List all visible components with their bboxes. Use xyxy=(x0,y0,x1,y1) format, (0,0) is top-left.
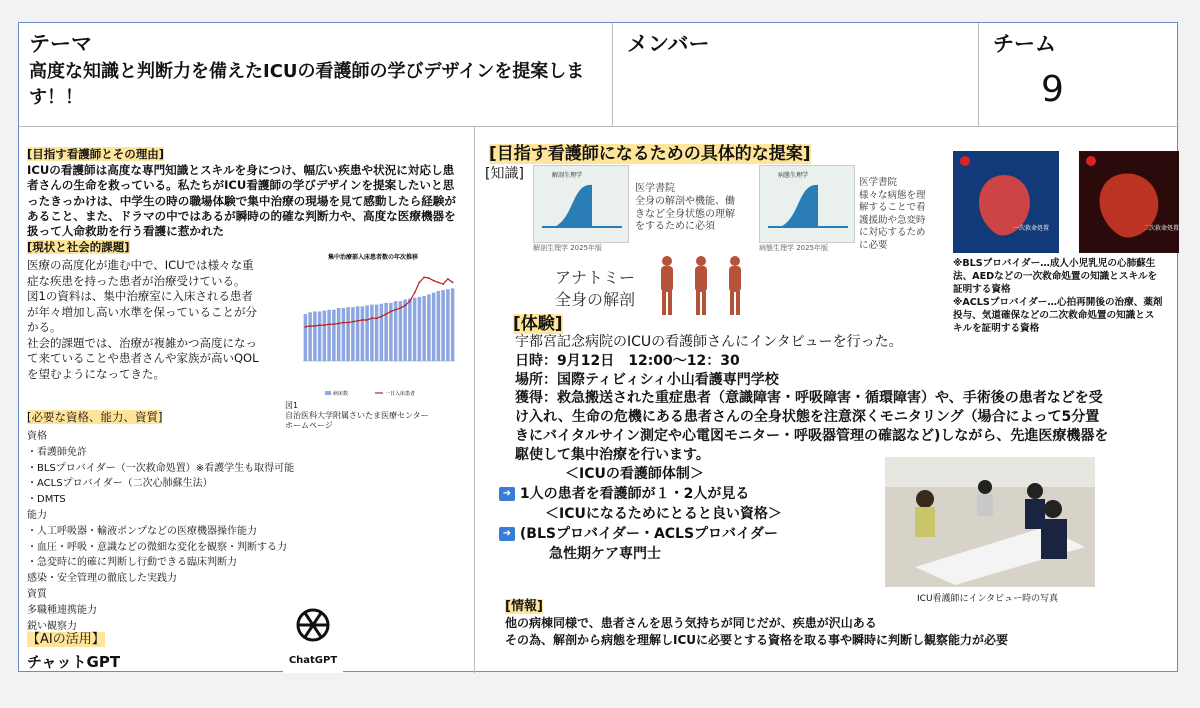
book2-caption: 病態生理学 2025年版 xyxy=(759,244,829,252)
list-item: ・看護師免許 xyxy=(27,446,87,458)
caption-line: 自治医科大学附属さいたま医療センター xyxy=(285,411,429,420)
system-line: 1人の患者を看護師が１・2人が見る xyxy=(519,486,750,502)
arrow-icon: ➜ xyxy=(499,527,515,541)
list-item: ・BLSプロバイダー（一次救命処置）※看護学生も取得可能 xyxy=(27,462,295,474)
section2-text xyxy=(27,258,289,382)
desc-line: きなど全身状態の理解 xyxy=(635,208,735,220)
chart-bar xyxy=(365,305,369,361)
experience-line: 場所：国際ティビィシィ小山看護専門学校 xyxy=(515,371,779,388)
list-item: 感染・安全管理の徹底した実践力 xyxy=(27,573,177,585)
chart-bar xyxy=(304,314,308,361)
chart-bar xyxy=(408,299,412,361)
book2-desc xyxy=(859,177,926,253)
chatgpt-logo xyxy=(283,599,343,673)
chart-bar xyxy=(356,306,360,361)
chart-point xyxy=(366,319,368,321)
chart-point xyxy=(357,320,359,322)
interview-photo-art xyxy=(885,457,1095,587)
qual-line1: (BLSプロバイダー・ACLSプロバイダー xyxy=(519,526,779,542)
list-item: 資質 xyxy=(27,588,47,600)
chart-point xyxy=(404,305,406,307)
chart-point xyxy=(399,307,401,309)
cert-note-line: ※ACLSプロバイダー…心拍再開後の治療、薬剤 xyxy=(953,297,1163,308)
experience-line: け入れ、生命の危機にある患者さんの全身状態を注意深くモニタリング（場合によって5分置 xyxy=(515,409,1100,426)
cert-note-line: 投与、気道確保などの二次救命処置の知識とス xyxy=(953,310,1155,321)
chart-bar xyxy=(323,311,327,361)
theme-label: テーマ xyxy=(29,32,92,56)
section2-line: が年々増加し高い水準を保っていることが分 xyxy=(27,304,257,319)
theme-text: 高度な知識と判断力を備えたICUの看護師の学びデザインを提案します！！ xyxy=(29,61,585,108)
chart-bar xyxy=(370,305,374,361)
experience-line: きにバイタルサイン測定や心電図モニター・呼吸器管理の確認など)しながら、先進医療機器を xyxy=(515,427,1109,444)
team-number: 9 xyxy=(1041,69,1064,110)
legend-label-line: 一日入床患者 xyxy=(385,391,416,397)
chatgpt-icon xyxy=(283,599,343,651)
chart-bar xyxy=(351,307,355,361)
section2-line: 図1の資料は、集中治療室に入床される患者 xyxy=(27,289,253,303)
acls-cover-art xyxy=(1079,151,1179,253)
chart-point xyxy=(333,323,335,325)
book1-title: 解剖生理学 xyxy=(552,172,583,179)
chart-bar xyxy=(361,306,365,361)
chart-bar xyxy=(313,311,317,361)
section4-text: チャットGPT xyxy=(27,653,121,671)
cert-note-line: 法、AEDなどの一次救命処置の知識とスキルを xyxy=(953,271,1158,282)
poster xyxy=(18,22,1178,672)
chart-bar xyxy=(432,293,436,361)
desc-line: 医学書院 xyxy=(859,177,898,188)
chart-point xyxy=(390,311,392,313)
chart-svg xyxy=(283,249,463,399)
figure-caption xyxy=(285,401,465,431)
info-text xyxy=(505,615,1179,649)
info-title: [情報] xyxy=(505,599,543,614)
chart-bar xyxy=(375,305,379,361)
members-label: メンバー xyxy=(627,32,710,56)
desc-line: 全身の解剖や機能、働 xyxy=(635,195,735,207)
desc-line: 護援助や急変時 xyxy=(859,214,926,226)
section1-title: [目指す看護師とその理由] xyxy=(27,147,165,161)
section3-list xyxy=(27,429,447,634)
system-row xyxy=(499,485,749,504)
chart-bar xyxy=(337,308,341,361)
section2-line: かる。 xyxy=(27,320,62,334)
cert-note-line: 証明する資格 xyxy=(953,284,1011,295)
section4-title: 【AIの活用】 xyxy=(27,632,105,647)
book-anatomy xyxy=(533,165,629,243)
chart-point xyxy=(328,323,330,325)
desc-line: 解することで看 xyxy=(859,202,926,214)
experience-line: 駆使して集中治療を行います。 xyxy=(515,446,710,463)
chart-bar xyxy=(380,304,384,361)
chart-bar xyxy=(413,298,417,361)
book-pathophysiology xyxy=(759,165,855,243)
proposal-title: [目指す看護師になるための具体的な提案] xyxy=(489,144,811,164)
book2-cover-art xyxy=(760,179,856,229)
desc-line: をするために必須 xyxy=(635,221,715,233)
bls-book-title: 一次救命処置 xyxy=(1013,225,1050,232)
members-cell xyxy=(613,23,979,127)
qual-title: ＜ICUになるためにとると良い資格＞ xyxy=(545,506,782,522)
acls-book-cover xyxy=(1079,151,1179,253)
experience-title: [体験] xyxy=(513,314,563,334)
info-line: その為、解剖から病態を理解しICUに必要とする資格を取る事や瞬時に判断し観察能力が必要 xyxy=(505,633,1009,647)
section2-title: [現状と社会的課題] xyxy=(27,240,130,254)
chart-point xyxy=(418,281,420,283)
section2-line: を望むようになってきた。 xyxy=(27,366,165,381)
chart-bar xyxy=(418,297,422,361)
system-title: ＜ICUの看護師体制＞ xyxy=(565,466,704,482)
book1-cover-art xyxy=(534,179,630,229)
chart-point xyxy=(428,277,430,279)
list-item: 能力 xyxy=(27,509,47,521)
anatomy-line: アナトミー xyxy=(555,268,636,287)
list-item: 鋭い観察力 xyxy=(27,620,77,632)
list-item: ・ACLSプロバイダー（二次心肺蘇生法） xyxy=(27,478,213,490)
experience-text xyxy=(515,333,1179,465)
interview-photo xyxy=(885,457,1095,587)
desc-line: に対応するため xyxy=(859,227,926,239)
chart-bar xyxy=(451,288,455,361)
acls-book-title: 二次救命処置 xyxy=(1143,225,1179,232)
list-item: 多職種連携能力 xyxy=(27,604,97,616)
chart-point xyxy=(423,276,425,278)
caption-line: ホームページ xyxy=(285,421,333,430)
chart-bar xyxy=(422,296,426,361)
chart-bar xyxy=(427,294,431,361)
chart-point xyxy=(376,317,378,319)
chatgpt-label: ChatGPT xyxy=(288,655,338,666)
patient-trend-chart xyxy=(283,249,463,399)
section2-line: 医療の高度化が進む中で、ICUでは様々な重 xyxy=(27,258,254,272)
chart-point xyxy=(314,325,316,327)
chart-bar xyxy=(441,290,445,361)
team-label: チーム xyxy=(993,32,1056,56)
chart-bar xyxy=(308,312,312,361)
chart-point xyxy=(347,322,349,324)
book2-title: 病態生理学 xyxy=(778,172,809,179)
anatomy-line: 全身の解剖 xyxy=(555,290,636,309)
chart-bar xyxy=(437,291,441,361)
desc-line: 医学書院 xyxy=(635,183,675,194)
anatomy-figures-image xyxy=(653,253,749,317)
chart-bar xyxy=(384,303,388,361)
chart-point xyxy=(385,313,387,315)
chart-point xyxy=(352,321,354,323)
chart-point xyxy=(304,326,306,328)
knowledge-label: [知識] xyxy=(485,166,524,182)
chart-point xyxy=(414,292,416,294)
cert-note-line: ※BLSプロバイダー…成人小児乳児の心肺蘇生 xyxy=(953,258,1156,269)
chart-point xyxy=(309,325,311,327)
list-item: 資格 xyxy=(27,431,47,442)
info-line: 他の病棟同様で、患者さんを思う気持ちが同じだが、疾患が沢山ある xyxy=(505,616,877,630)
chart-point xyxy=(433,280,435,282)
list-item: ・血圧・呼吸・意識などの微細な変化を観察・判断する力 xyxy=(27,541,287,553)
chart-title: 集中治療部入床患者数の年次推移 xyxy=(327,254,419,261)
chart-point xyxy=(452,281,454,283)
experience-line: 獲得：救急搬送された重症患者（意識障害・呼吸障害・循環障害）や、手術後の患者などを受 xyxy=(515,390,1103,407)
experience-line: 宇都宮記念病院のICUの看護師さんにインタビューを行った。 xyxy=(515,334,903,350)
chart-point xyxy=(338,323,340,325)
anatomy-figures xyxy=(653,253,749,317)
chart-legend xyxy=(325,390,415,397)
qual-line2: 急性期ケア専門士 xyxy=(549,546,661,562)
bls-book-cover xyxy=(953,151,1059,253)
chart-bar xyxy=(446,289,450,361)
chart-point xyxy=(342,322,344,324)
section3-title: [必要な資格、能力、資質] xyxy=(27,410,163,424)
chart-point xyxy=(395,309,397,311)
book1-caption: 解剖生理学 2025年版 xyxy=(533,244,603,252)
chart-bar xyxy=(318,311,322,361)
chart-point xyxy=(447,278,449,280)
chart-bar xyxy=(346,307,350,361)
chart-point xyxy=(437,281,439,283)
header-row xyxy=(19,23,1179,127)
section2-line: て来ていることや患者さんや家族が高いQOL xyxy=(27,351,259,365)
chart-point xyxy=(371,317,373,319)
list-item: ・急変時に的確に判断し行動できる臨床判断力 xyxy=(27,557,237,569)
cert-notes xyxy=(953,257,1179,335)
list-item: ・DMTS xyxy=(27,494,66,506)
desc-line: に必要 xyxy=(859,239,888,251)
right-column xyxy=(475,127,1179,673)
team-cell xyxy=(979,23,1179,127)
chart-bar xyxy=(332,310,336,361)
theme-cell xyxy=(19,23,613,127)
chart-bar xyxy=(327,310,331,361)
arrow-icon: ➜ xyxy=(499,487,515,501)
qual-row xyxy=(499,525,778,544)
chart-point xyxy=(442,283,444,285)
legend-swatch-bars xyxy=(325,391,331,395)
photo-caption: ICU看護師にインタビュー時の写真 xyxy=(917,594,1059,604)
anatomy-label xyxy=(555,267,635,311)
chart-bar xyxy=(342,308,346,361)
left-column xyxy=(19,127,475,673)
cert-note-line: キルを証明する資格 xyxy=(953,323,1040,334)
chart-point xyxy=(409,300,411,302)
section2-line: 症な疾患を持った患者が治療受けている。 xyxy=(27,273,246,288)
book1-desc xyxy=(635,183,735,234)
experience-line: 日時：9月12日 12:00〜12：30 xyxy=(515,352,740,369)
chart-point xyxy=(361,319,363,321)
section1-text: ICUの看護師は高度な専門知識とスキルを身につけ、幅広い疾患や状況に対応し患者さんの生命を救っている。私たちがICU看護師の学びデザインを提案したいと思ったきっかけは、中学生の時の職場体験で集中治療の現場を見て感動したら経験があること、また、ドラマの中ではあるが瞬時の的確な判断力や、高度な医療機器を扱って人命救助を行う看護に惹かれた xyxy=(27,163,456,239)
chart-bar xyxy=(403,299,407,361)
chart-point xyxy=(380,316,382,318)
desc-line: 様々な病態を理 xyxy=(859,189,926,201)
section2-line: 社会的課題では、治療が複雑かつ高度になっ xyxy=(27,335,257,350)
caption-line: 図1 xyxy=(285,401,299,410)
chart-point xyxy=(319,324,321,326)
list-item: ・人工呼吸器・輸液ポンプなどの医療機器操作能力 xyxy=(27,525,257,537)
chart-point xyxy=(323,324,325,326)
bls-cover-art xyxy=(953,151,1059,253)
legend-label-bars: 病床数 xyxy=(333,391,349,397)
chart-bar xyxy=(399,301,403,361)
